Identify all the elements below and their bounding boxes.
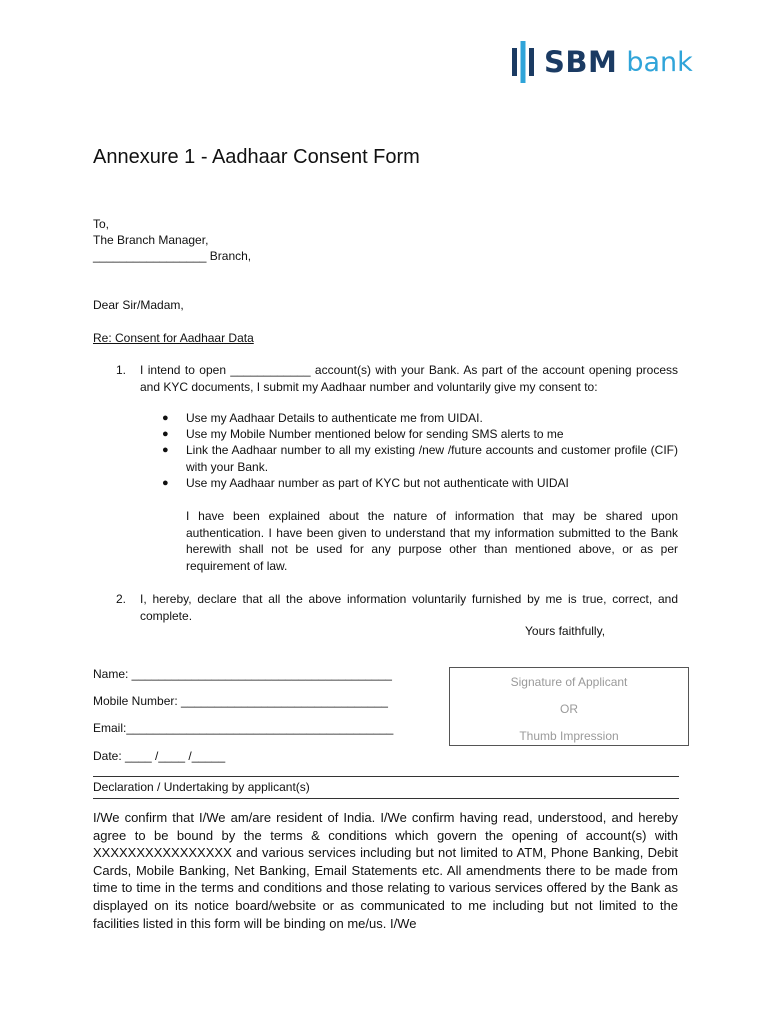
consent-bullet-list	[160, 410, 678, 491]
point-number: 1.	[116, 363, 127, 377]
bullet-icon: ●	[162, 428, 169, 441]
bullet-text: Use my Mobile Number mentioned below for sending SMS alerts to me	[186, 427, 564, 442]
bullet-icon: ●	[162, 444, 169, 457]
address-to: To,	[93, 217, 110, 231]
list-item	[160, 442, 678, 474]
sbm-logo-icon	[510, 39, 536, 85]
signature-or-label: OR	[560, 702, 578, 716]
thumb-impression-label: Thumb Impression	[519, 729, 619, 743]
date-field[interactable]: Date: ____ /____ /_____	[93, 749, 226, 763]
point-text: I intend to open ____________ account(s) with your Bank. As part of the account opening process and KYC documents, I submit my Aadhaar number and voluntarily give my consent to:	[140, 363, 678, 394]
email-field[interactable]: Email:________________________________________	[93, 721, 394, 735]
list-item	[160, 475, 678, 491]
bullet-text: Link the Aadhaar number to all my existing /new /future accounts and customer profile (CIF) with your Bank.	[186, 443, 678, 474]
name-field[interactable]: Name: _______________________________________	[93, 667, 392, 681]
signature-box[interactable]	[449, 667, 689, 746]
form-title: Annexure 1 - Aadhaar Consent Form	[93, 146, 420, 168]
bullet-text: Use my Aadhaar number as part of KYC but not authenticate with UIDAI	[186, 475, 569, 490]
address-recipient: The Branch Manager,	[93, 233, 209, 247]
point-number: 2.	[116, 592, 127, 606]
mobile-number-field[interactable]: Mobile Number: _______________________________	[93, 694, 388, 708]
address-branch: _________________ Branch,	[93, 249, 252, 263]
subject-line: Re: Consent for Aadhaar Data	[93, 331, 254, 345]
closing-text: Yours faithfully,	[525, 624, 606, 638]
bullet-text: Use my Aadhaar Details to authenticate me from UIDAI.	[186, 411, 483, 425]
logo-brand-text: SBM	[544, 45, 618, 79]
signature-label: Signature of Applicant	[510, 675, 628, 689]
bullet-icon: ●	[162, 412, 169, 424]
declaration-heading: Declaration / Undertaking by applicant(s)	[93, 776, 679, 799]
list-item	[160, 410, 678, 426]
list-item	[160, 426, 678, 442]
sbm-bank-logo	[510, 38, 693, 86]
logo-suffix-text: bank	[626, 46, 693, 78]
declaration-paragraph: I/We confirm that I/We am/are resident of India. I/We confirm having read, understood, and hereby agree to be bound by the terms & conditions which govern the opening of account(s) with XXXXXXXXXXXXXXXX and various services including but not limited to ATM, Phone Banking, Debit Cards, Mobile Banking, Net Banking, Email Statements etc. All amendments there to be made from time to time in the terms and conditions and those relating to various services offered by the Bank as displayed on its notice board/website or as communicated to me including but not limited to the facilities listed in this form will be binding on me/us. I/We	[93, 810, 678, 931]
point-text: I, hereby, declare that all the above information voluntarily furnished by me is true, correct, and complete.	[140, 592, 678, 623]
salutation: Dear Sir/Madam,	[93, 298, 184, 312]
explanation-paragraph: I have been explained about the nature of information that may be shared upon authentication. I have been given to understand that my information submitted to the Bank herewith shall not be used for any purpose other than mentioned above, or as per requirement of law.	[186, 509, 678, 573]
bullet-icon: ●	[162, 476, 169, 489]
